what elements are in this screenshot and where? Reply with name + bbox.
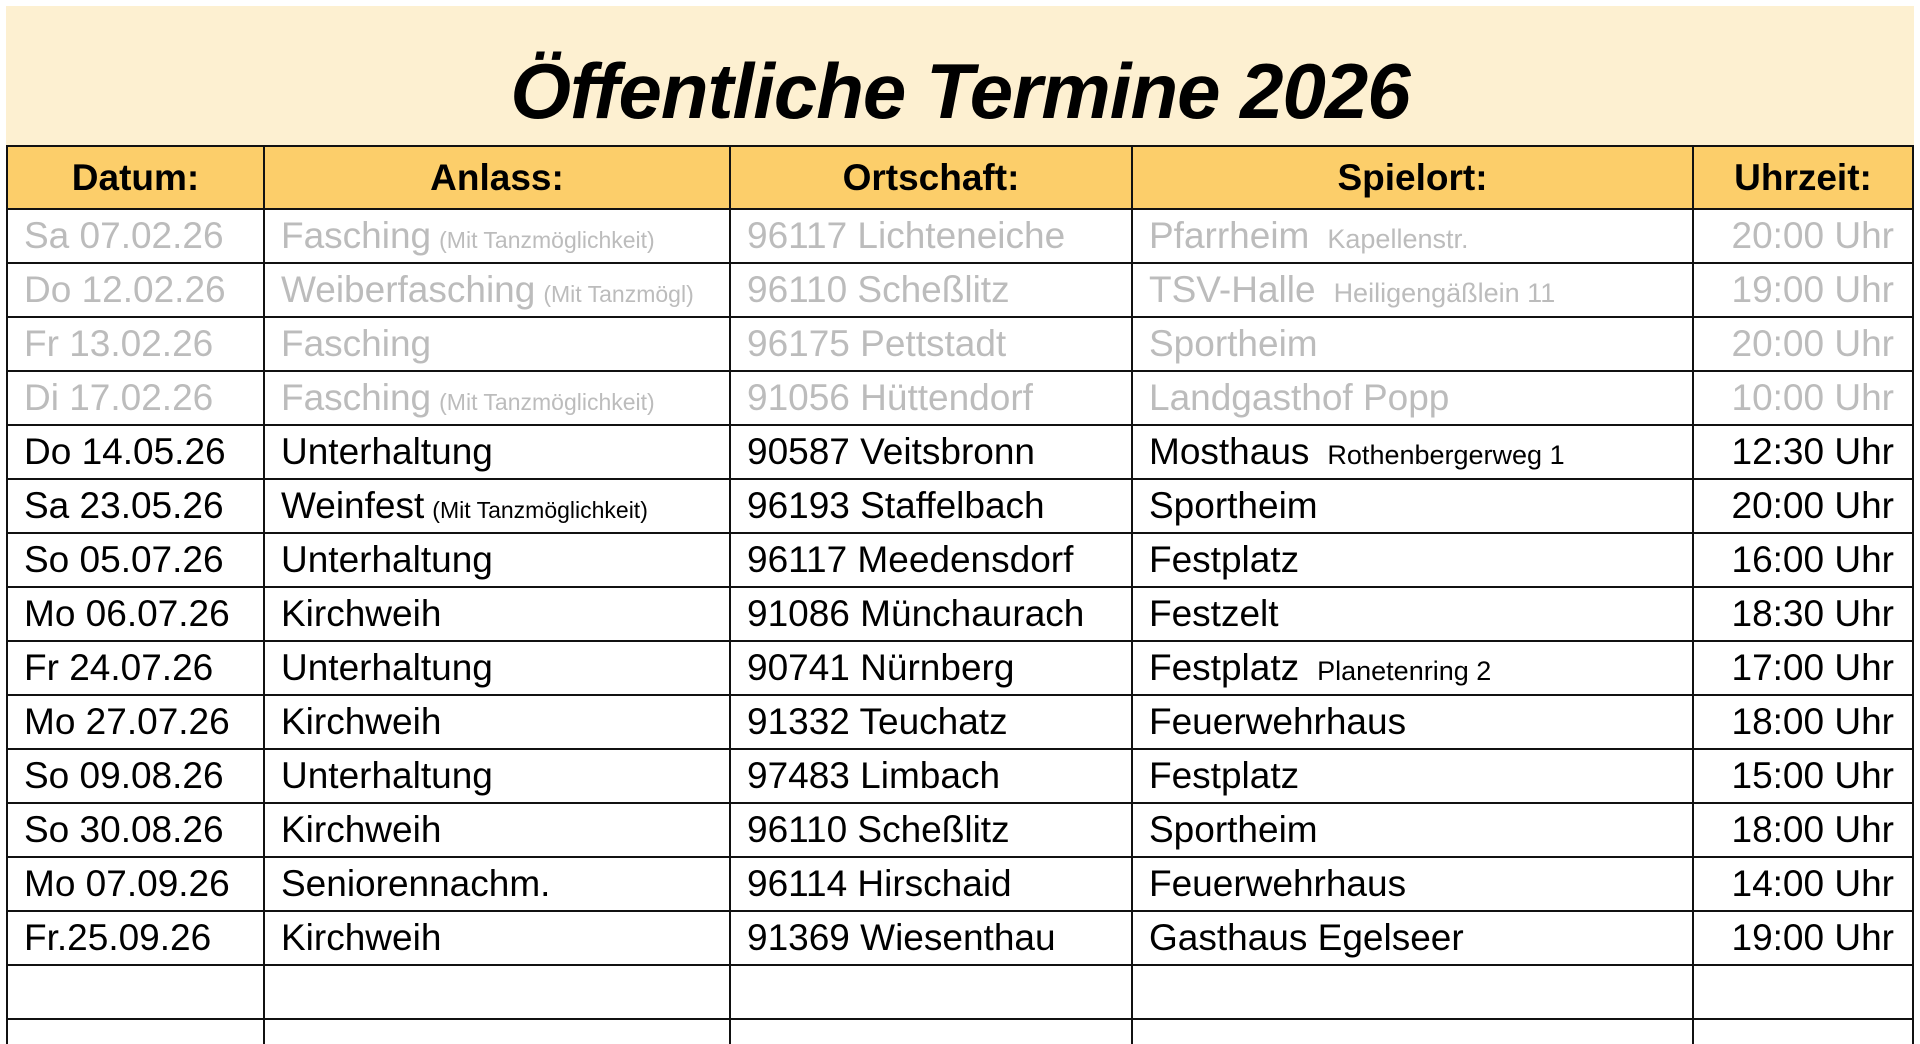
venue-cell <box>1132 263 1693 317</box>
event-cell <box>264 857 730 911</box>
place-text: 96193 Staffelbach <box>747 485 1045 526</box>
date-text: Mo 06.07.26 <box>24 593 230 634</box>
venue-cell <box>1132 803 1693 857</box>
venue-text: Pfarrheim <box>1149 215 1310 256</box>
venue-cell <box>1132 695 1693 749</box>
place-cell <box>730 695 1132 749</box>
table-row <box>7 317 1913 371</box>
place-text: 91369 Wiesenthau <box>747 917 1056 958</box>
table-row <box>7 641 1913 695</box>
event-note: (Mit Tanzmögl) <box>543 281 694 307</box>
date-text: Do 12.02.26 <box>24 269 226 310</box>
event-text: Kirchweih <box>281 593 442 634</box>
venue-text: Gasthaus Egelseer <box>1149 917 1464 958</box>
venue-cell <box>1132 479 1693 533</box>
venue-text: Sportheim <box>1149 323 1318 364</box>
time-text: 12:30 Uhr <box>1731 431 1894 472</box>
time-text: 19:00 Uhr <box>1731 269 1894 310</box>
event-text: Fasching <box>281 323 432 364</box>
venue-cell <box>1132 641 1693 695</box>
place-text: 91332 Teuchatz <box>747 701 1008 742</box>
table-row <box>7 479 1913 533</box>
event-text: Unterhaltung <box>281 431 493 472</box>
event-cell <box>264 911 730 965</box>
time-text: 16:00 Uhr <box>1731 539 1894 580</box>
date-text: So 09.08.26 <box>24 755 224 796</box>
venue-text: Mosthaus <box>1149 431 1310 472</box>
time-text: 20:00 Uhr <box>1731 323 1894 364</box>
venue-detail: Heiligengäßlein 11 <box>1333 278 1556 308</box>
date-text: Fr 24.07.26 <box>24 647 214 688</box>
time-cell <box>1693 425 1913 479</box>
place-text: 91056 Hüttendorf <box>747 377 1033 418</box>
venue-detail: Planetenring 2 <box>1317 656 1492 686</box>
date-text: Do 14.05.26 <box>24 431 226 472</box>
place-cell <box>730 965 1132 1019</box>
event-text: Kirchweih <box>281 917 442 958</box>
date-cell <box>7 1019 264 1044</box>
time-text: 17:00 Uhr <box>1731 647 1894 688</box>
table-row <box>7 803 1913 857</box>
venue-cell <box>1132 317 1693 371</box>
event-text: Weiberfasching <box>281 269 536 310</box>
time-text: 15:00 Uhr <box>1731 755 1894 796</box>
date-text: Mo 07.09.26 <box>24 863 230 904</box>
event-text: Unterhaltung <box>281 539 493 580</box>
event-text: Kirchweih <box>281 701 442 742</box>
event-cell <box>264 587 730 641</box>
table-row <box>7 263 1913 317</box>
time-cell <box>1693 371 1913 425</box>
time-cell <box>1693 587 1913 641</box>
time-cell <box>1693 857 1913 911</box>
event-cell <box>264 371 730 425</box>
schedule-body <box>7 209 1913 1044</box>
page-title: Öffentliche Termine 2026 <box>510 47 1410 135</box>
header-row <box>7 146 1913 209</box>
event-cell <box>264 263 730 317</box>
date-cell <box>7 803 264 857</box>
table-row <box>7 209 1913 263</box>
date-cell <box>7 587 264 641</box>
date-cell <box>7 371 264 425</box>
table-row <box>7 587 1913 641</box>
place-cell <box>730 857 1132 911</box>
date-cell <box>7 263 264 317</box>
place-cell <box>730 803 1132 857</box>
venue-text: Sportheim <box>1149 485 1318 526</box>
date-cell <box>7 749 264 803</box>
place-cell <box>730 749 1132 803</box>
date-cell <box>7 317 264 371</box>
time-text: 10:00 Uhr <box>1731 377 1894 418</box>
place-cell <box>730 371 1132 425</box>
venue-cell <box>1132 587 1693 641</box>
venue-cell <box>1132 965 1693 1019</box>
date-text: Di 17.02.26 <box>24 377 214 418</box>
table-row <box>7 695 1913 749</box>
venue-text: Festplatz <box>1149 539 1300 580</box>
place-cell <box>730 533 1132 587</box>
date-cell <box>7 479 264 533</box>
place-cell <box>730 317 1132 371</box>
date-text: Mo 27.07.26 <box>24 701 230 742</box>
event-cell <box>264 803 730 857</box>
event-text: Unterhaltung <box>281 647 493 688</box>
time-cell <box>1693 803 1913 857</box>
date-cell <box>7 965 264 1019</box>
event-cell <box>264 695 730 749</box>
venue-cell <box>1132 911 1693 965</box>
title-band <box>6 6 1914 146</box>
event-text: Fasching <box>281 377 432 418</box>
event-cell <box>264 965 730 1019</box>
place-text: 91086 Münchaurach <box>747 593 1085 634</box>
venue-detail: Kapellenstr. <box>1327 224 1469 254</box>
date-text: Fr.25.09.26 <box>24 917 212 958</box>
place-cell <box>730 641 1132 695</box>
date-cell <box>7 425 264 479</box>
venue-text: Festplatz <box>1149 647 1300 688</box>
place-text: 96110 Scheßlitz <box>747 809 1010 850</box>
column-header-time: Uhrzeit: <box>1693 146 1913 209</box>
time-cell <box>1693 911 1913 965</box>
venue-cell <box>1132 209 1693 263</box>
venue-text: Feuerwehrhaus <box>1149 701 1407 742</box>
table-row <box>7 371 1913 425</box>
time-cell <box>1693 965 1913 1019</box>
venue-cell <box>1132 533 1693 587</box>
date-text: Sa 07.02.26 <box>24 215 224 256</box>
place-text: 96117 Meedensdorf <box>747 539 1074 580</box>
date-cell <box>7 857 264 911</box>
time-text: 20:00 Uhr <box>1731 215 1894 256</box>
date-text: Fr 13.02.26 <box>24 323 214 364</box>
venue-text: Sportheim <box>1149 809 1318 850</box>
venue-cell <box>1132 425 1693 479</box>
table-row <box>7 533 1913 587</box>
time-text: 18:00 Uhr <box>1731 701 1894 742</box>
table-row <box>7 857 1913 911</box>
time-text: 19:00 Uhr <box>1731 917 1894 958</box>
place-cell <box>730 425 1132 479</box>
venue-text: Feuerwehrhaus <box>1149 863 1407 904</box>
time-cell <box>1693 533 1913 587</box>
table-row <box>7 749 1913 803</box>
place-text: 96175 Pettstadt <box>747 323 1007 364</box>
venue-cell <box>1132 1019 1693 1044</box>
place-text: 90587 Veitsbronn <box>747 431 1036 472</box>
time-cell <box>1693 263 1913 317</box>
date-cell <box>7 641 264 695</box>
place-cell <box>730 209 1132 263</box>
event-cell <box>264 1019 730 1044</box>
date-text: So 05.07.26 <box>24 539 224 580</box>
event-cell <box>264 533 730 587</box>
place-text: 97483 Limbach <box>747 755 1001 796</box>
place-text: 96114 Hirschaid <box>747 863 1012 904</box>
place-cell <box>730 263 1132 317</box>
event-cell <box>264 479 730 533</box>
date-cell <box>7 695 264 749</box>
column-header-place: Ortschaft: <box>730 146 1132 209</box>
time-text: 18:00 Uhr <box>1731 809 1894 850</box>
event-cell <box>264 749 730 803</box>
event-text: Fasching <box>281 215 432 256</box>
event-text: Unterhaltung <box>281 755 493 796</box>
date-cell <box>7 533 264 587</box>
place-cell <box>730 587 1132 641</box>
event-note: (Mit Tanzmöglichkeit) <box>432 497 648 523</box>
date-text: Sa 23.05.26 <box>24 485 224 526</box>
column-header-event: Anlass: <box>264 146 730 209</box>
event-text: Kirchweih <box>281 809 442 850</box>
table-row <box>7 911 1913 965</box>
place-text: 96110 Scheßlitz <box>747 269 1010 310</box>
venue-text: Festzelt <box>1149 593 1279 634</box>
place-text: 96117 Lichteneiche <box>747 215 1066 256</box>
place-cell <box>730 911 1132 965</box>
table-row <box>7 1019 1913 1044</box>
time-cell <box>1693 479 1913 533</box>
event-note: (Mit Tanzmöglichkeit) <box>439 227 655 253</box>
time-text: 18:30 Uhr <box>1731 593 1894 634</box>
venue-cell <box>1132 371 1693 425</box>
event-text: Weinfest <box>281 485 425 526</box>
table-row <box>7 965 1913 1019</box>
time-cell <box>1693 317 1913 371</box>
time-text: 14:00 Uhr <box>1731 863 1894 904</box>
venue-cell <box>1132 749 1693 803</box>
event-cell <box>264 641 730 695</box>
place-cell <box>730 479 1132 533</box>
place-text: 90741 Nürnberg <box>747 647 1015 688</box>
column-header-venue: Spielort: <box>1132 146 1693 209</box>
column-header-date: Datum: <box>7 146 264 209</box>
time-cell <box>1693 209 1913 263</box>
venue-detail: Rothenbergerweg 1 <box>1327 440 1565 470</box>
time-cell <box>1693 1019 1913 1044</box>
venue-text: TSV-Halle <box>1149 269 1316 310</box>
event-text: Seniorennachm. <box>281 863 551 904</box>
schedule-table <box>6 145 1914 1044</box>
time-text: 20:00 Uhr <box>1731 485 1894 526</box>
time-cell <box>1693 695 1913 749</box>
venue-cell <box>1132 857 1693 911</box>
time-cell <box>1693 749 1913 803</box>
date-cell <box>7 209 264 263</box>
place-cell <box>730 1019 1132 1044</box>
date-text: So 30.08.26 <box>24 809 224 850</box>
event-cell <box>264 209 730 263</box>
table-row <box>7 425 1913 479</box>
venue-text: Landgasthof Popp <box>1149 377 1450 418</box>
event-note: (Mit Tanzmöglichkeit) <box>439 389 655 415</box>
venue-text: Festplatz <box>1149 755 1300 796</box>
time-cell <box>1693 641 1913 695</box>
event-cell <box>264 317 730 371</box>
date-cell <box>7 911 264 965</box>
event-cell <box>264 425 730 479</box>
